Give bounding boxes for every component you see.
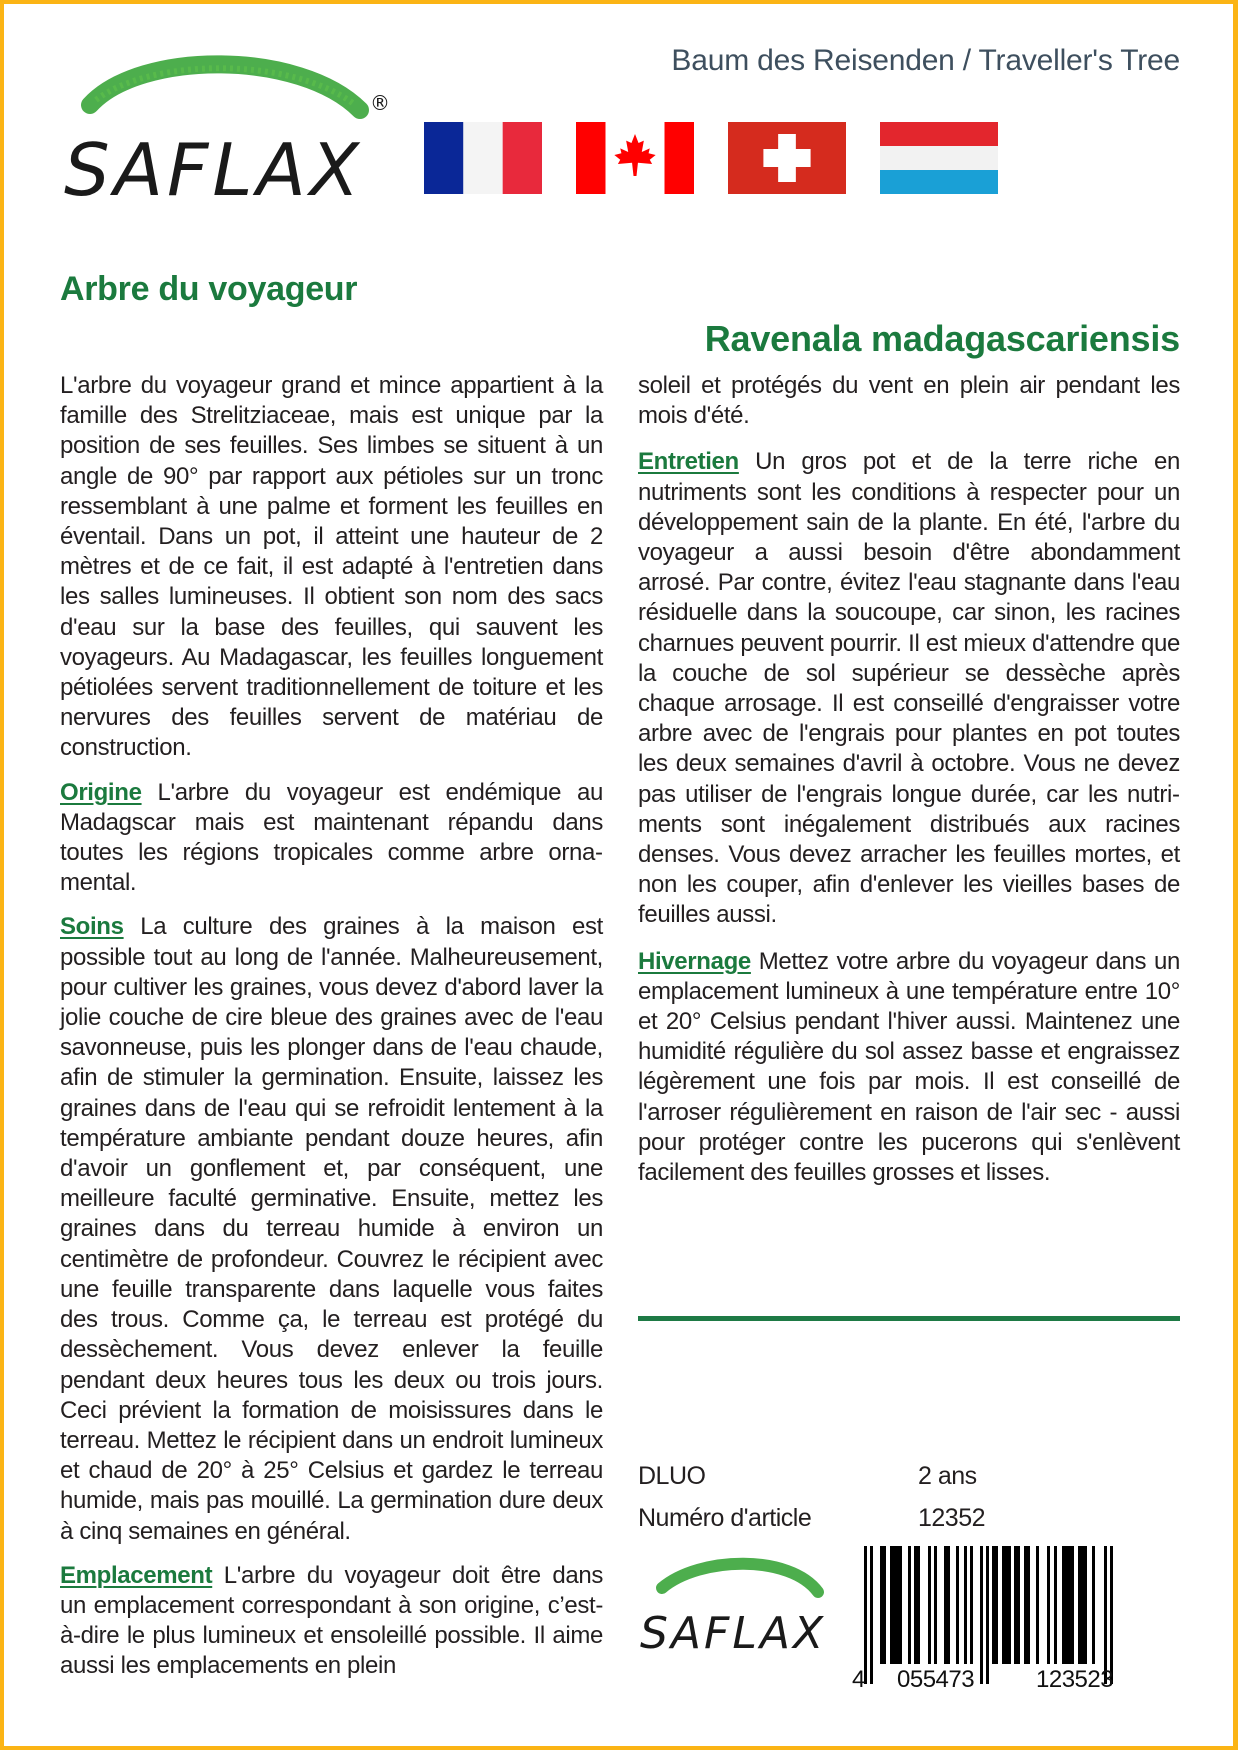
common-name-title: Arbre du voyageur — [60, 270, 358, 308]
soins-text: La culture des graines à la maison est possible tout au long de l'année. Malheureusement, pour cultiver les graines, vous devez d'abord laver la jolie couche de cire bleue des graines avec de l'eau savonneuse, puis les plonger dans de l'eau chaude, afin de stimuler la germination. Ensuite, laissez les graines dans de l'eau qui se refroidit lentement à la température ambiante pendant douze heures, afin d'avoir un gonflement et, par conséquent, une meilleure faculté germinative. Ensuite, mettez les graines dans du terreau humide à environ un centimètre de profondeur. Couvrez le récipient avec une feuille transparente dans laquelle vous faites des trous. Comme ça, le terreau est protégé du dessèchement. Vous devez enlever la feuille pendant deux heures tous les deux ou trois jours. Ceci prévient la formation de moisissures dans le terreau. Mettez le récipient dans un endroit lumineux et chaud de 20° à 25° Celsius et gardez le terreau humide, mais pas mouillé. La germination dure deux à cinq semaines en général. — [60, 913, 603, 1545]
luxembourg-flag-icon — [880, 122, 998, 194]
dluo-value: 2 ans — [918, 1462, 977, 1490]
origine-text: L'arbre du voyageur est endémique au Madagscar mais est maintenant répandu dans toutes les régions tropicales comme arbre ornamental. — [60, 778, 603, 897]
saflax-logo-small — [640, 1548, 850, 1658]
origine-heading: Origine — [60, 778, 142, 806]
svg-text:SAFLAX: SAFLAX — [640, 1608, 827, 1658]
latin-name-title: Ravenala madagascariensis — [704, 318, 1180, 359]
barcode-left-group: 055473 — [897, 1666, 975, 1693]
origine-section — [60, 778, 603, 899]
right-column — [638, 371, 1180, 1204]
section-divider — [638, 1316, 1180, 1321]
dluo-label: DLUO — [638, 1462, 706, 1490]
switzerland-flag-icon — [728, 122, 846, 194]
hivernage-heading: Hivernage — [638, 947, 751, 975]
hivernage-section — [638, 947, 1180, 1189]
left-column — [60, 371, 603, 1698]
emplacement-section — [60, 1561, 603, 1682]
emplacement-text: L'arbre du voyageur doit être dans un emplacement correspondant à son origine, c’est-à-dire le plus lumineux et ensoleillé possible. Il aime aussi les emplacements en plein — [60, 1561, 603, 1680]
entretien-section — [638, 447, 1180, 930]
product-title-german-english: Baum des Reisenden / Traveller's Tree — [671, 44, 1180, 77]
hivernage-text: Mettez votre arbre du voyageur dans un emplacement lumineux à une température entre 10° et 20° Celsius pendant l'hiver aussi. Maintenez une humidité régulière du sol assez basse et engraissez légèrement une fois par mois. Il est conseillé de l'arroser régulièrement en raison de l'air sec - aussi pour protéger contre les pucerons qui s'enlèvent facilement des feuilles grosses et lisses. — [638, 947, 1180, 1187]
svg-text:®: ® — [370, 91, 390, 115]
france-flag-icon — [424, 122, 542, 194]
barcode-right-group: 123523 — [1036, 1666, 1114, 1693]
soins-heading: Soins — [60, 913, 124, 941]
country-flags — [424, 122, 998, 194]
ean-barcode — [842, 1546, 1182, 1696]
emplacement-continued: soleil et protégés du vent en plein air pendant les mois d'été. — [638, 372, 1180, 430]
svg-text:SAFLAX: SAFLAX — [64, 128, 364, 210]
intro-paragraph: L'arbre du voyageur grand et mince appartient à la famille des Strelitziaceae, mais est unique par la position de ses feuilles. Ses limbes se situent à un angle de 90° par rapport aux pétioles sur un tronc ressemblant à une palme et forment les feuilles en éventail. Dans un pot, il atteint une hauteur de 2 mètres et de ce fait, il est adapté à l'entretien dans les salles lumineuses. Il obtient son nom des sacs d'eau sur la base des feuilles, qui sauvent les voyageurs. Au Madagascar, les feuilles longuement pétiolées servent traditionnellement de toiture et les nervures des feuilles servent de matériau de construction. — [60, 372, 603, 762]
soins-section — [60, 912, 603, 1546]
entretien-heading: Entretien — [638, 448, 739, 476]
emplacement-heading: Emplacement — [60, 1561, 213, 1589]
article-number-label: Numéro d'article — [638, 1504, 812, 1532]
barcode-first-digit: 4 — [852, 1666, 865, 1693]
article-number-value: 12352 — [918, 1504, 986, 1532]
saflax-logo — [60, 40, 410, 210]
canada-flag-icon — [576, 122, 694, 194]
entretien-text: Un gros pot et de la terre riche en nutriments sont les conditions à respecter pour un développement sain de la plante. En été, l'arbre du voyageur a aussi besoin d'être abondamment arrosé. Par contre, évitez l'eau stagnante dans l'eau résiduelle dans la soucoupe, car sinon, les racines charnues peuvent pourrir. Il est mieux d'attendre que la couche de sol supérieur se dessèche après chaque arrosage. Il est conseillé d'engraisser votre arbre avec de l'engrais pour plantes en pot toutes les deux semaines d'avril à octobre. Vous ne devez pas utiliser de l'engrais longue durée, car les nutriments sont inégalement distribués aux racines denses. Vous devez arracher les feuilles mortes, et non les couper, afin d'enlever les vieilles bases de feuilles aussi. — [638, 448, 1180, 929]
